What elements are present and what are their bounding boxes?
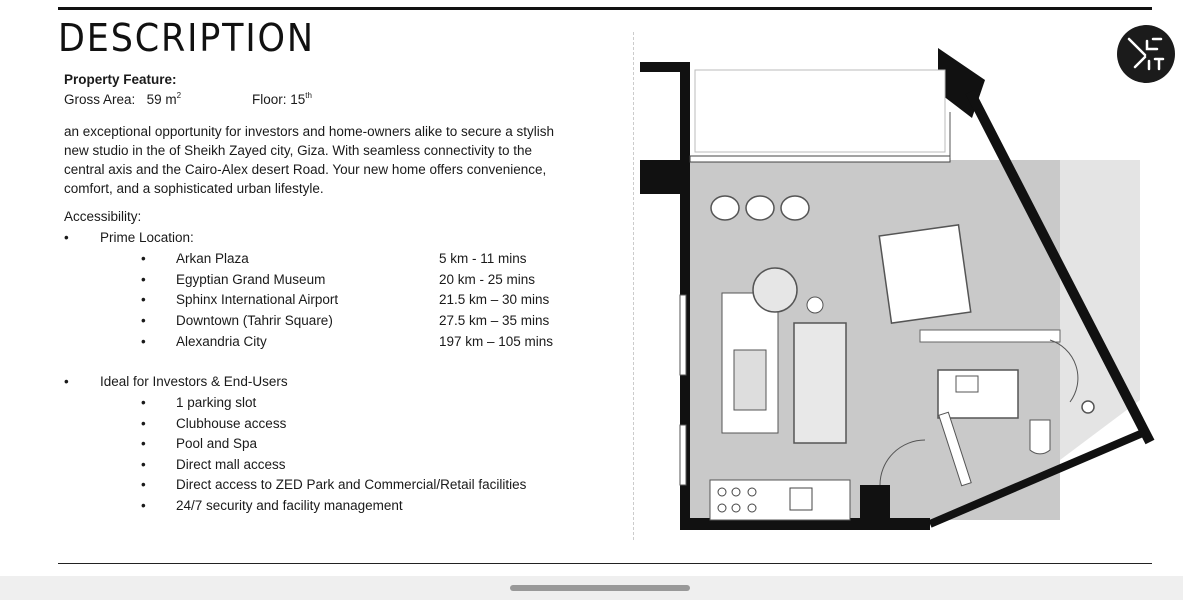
location-name: Sphinx International Airport	[176, 292, 339, 307]
location-row: • Egyptian Grand Museum 20 km - 25 mins	[141, 272, 536, 287]
gross-area-value: 59 $m^2$	[146, 91, 182, 107]
description-line: central axis and the Cairo-Alex desert Road. Your new home offers convenience,	[64, 162, 547, 177]
location-name: Egyptian Grand Museum	[176, 272, 326, 287]
property-feature-heading: Property Feature:	[64, 72, 177, 87]
description-line: an exceptional opportunity for investors and home-owners alike to secure a stylish	[64, 124, 555, 139]
column-divider	[633, 32, 634, 540]
scroll-indicator[interactable]	[510, 585, 690, 591]
location-name: Downtown (Tahrir Square)	[176, 313, 333, 328]
description-paragraph	[64, 122, 624, 198]
location-distance: 197 km – 105 mins	[439, 334, 554, 349]
location-row: • Alexandria City 197 km – 105 mins	[141, 334, 554, 349]
location-name: Alexandria City	[176, 334, 267, 349]
location-distance: 5 km - 11 mins	[439, 251, 527, 266]
accessibility-heading: Accessibility:	[64, 209, 142, 224]
location-row: • Downtown (Tahrir Square) 27.5 km – 35 mins	[141, 313, 550, 328]
location-row: • Arkan Plaza 5 km - 11 mins	[141, 251, 527, 266]
property-feature-row	[64, 91, 312, 107]
location-name: Arkan Plaza	[176, 251, 249, 266]
description-line: comfort, and a sophisticated urban lifestyle.	[64, 181, 324, 196]
description-line: new studio in the of Sheikh Zayed city, Giza. With seamless connectivity to the	[64, 143, 532, 158]
floor-value: Floor: 15th	[252, 91, 312, 107]
floor-plan	[640, 40, 1155, 540]
gross-area-label: Gross Area:	[64, 92, 136, 107]
page-title: DESCRIPTION	[58, 16, 315, 60]
location-distance: 20 km - 25 mins	[439, 272, 536, 287]
bottom-rule	[58, 563, 1152, 564]
top-rule	[58, 7, 1152, 10]
location-row: • Sphinx International Airport 21.5 km – 30 mins	[141, 292, 550, 307]
location-distance: 21.5 km – 30 mins	[439, 292, 550, 307]
location-distance: 27.5 km – 35 mins	[439, 313, 550, 328]
investors-label: Ideal for Investors & End-Users	[100, 374, 288, 389]
prime-location-label: Prime Location:	[100, 230, 194, 245]
logo-icon	[1117, 25, 1175, 83]
